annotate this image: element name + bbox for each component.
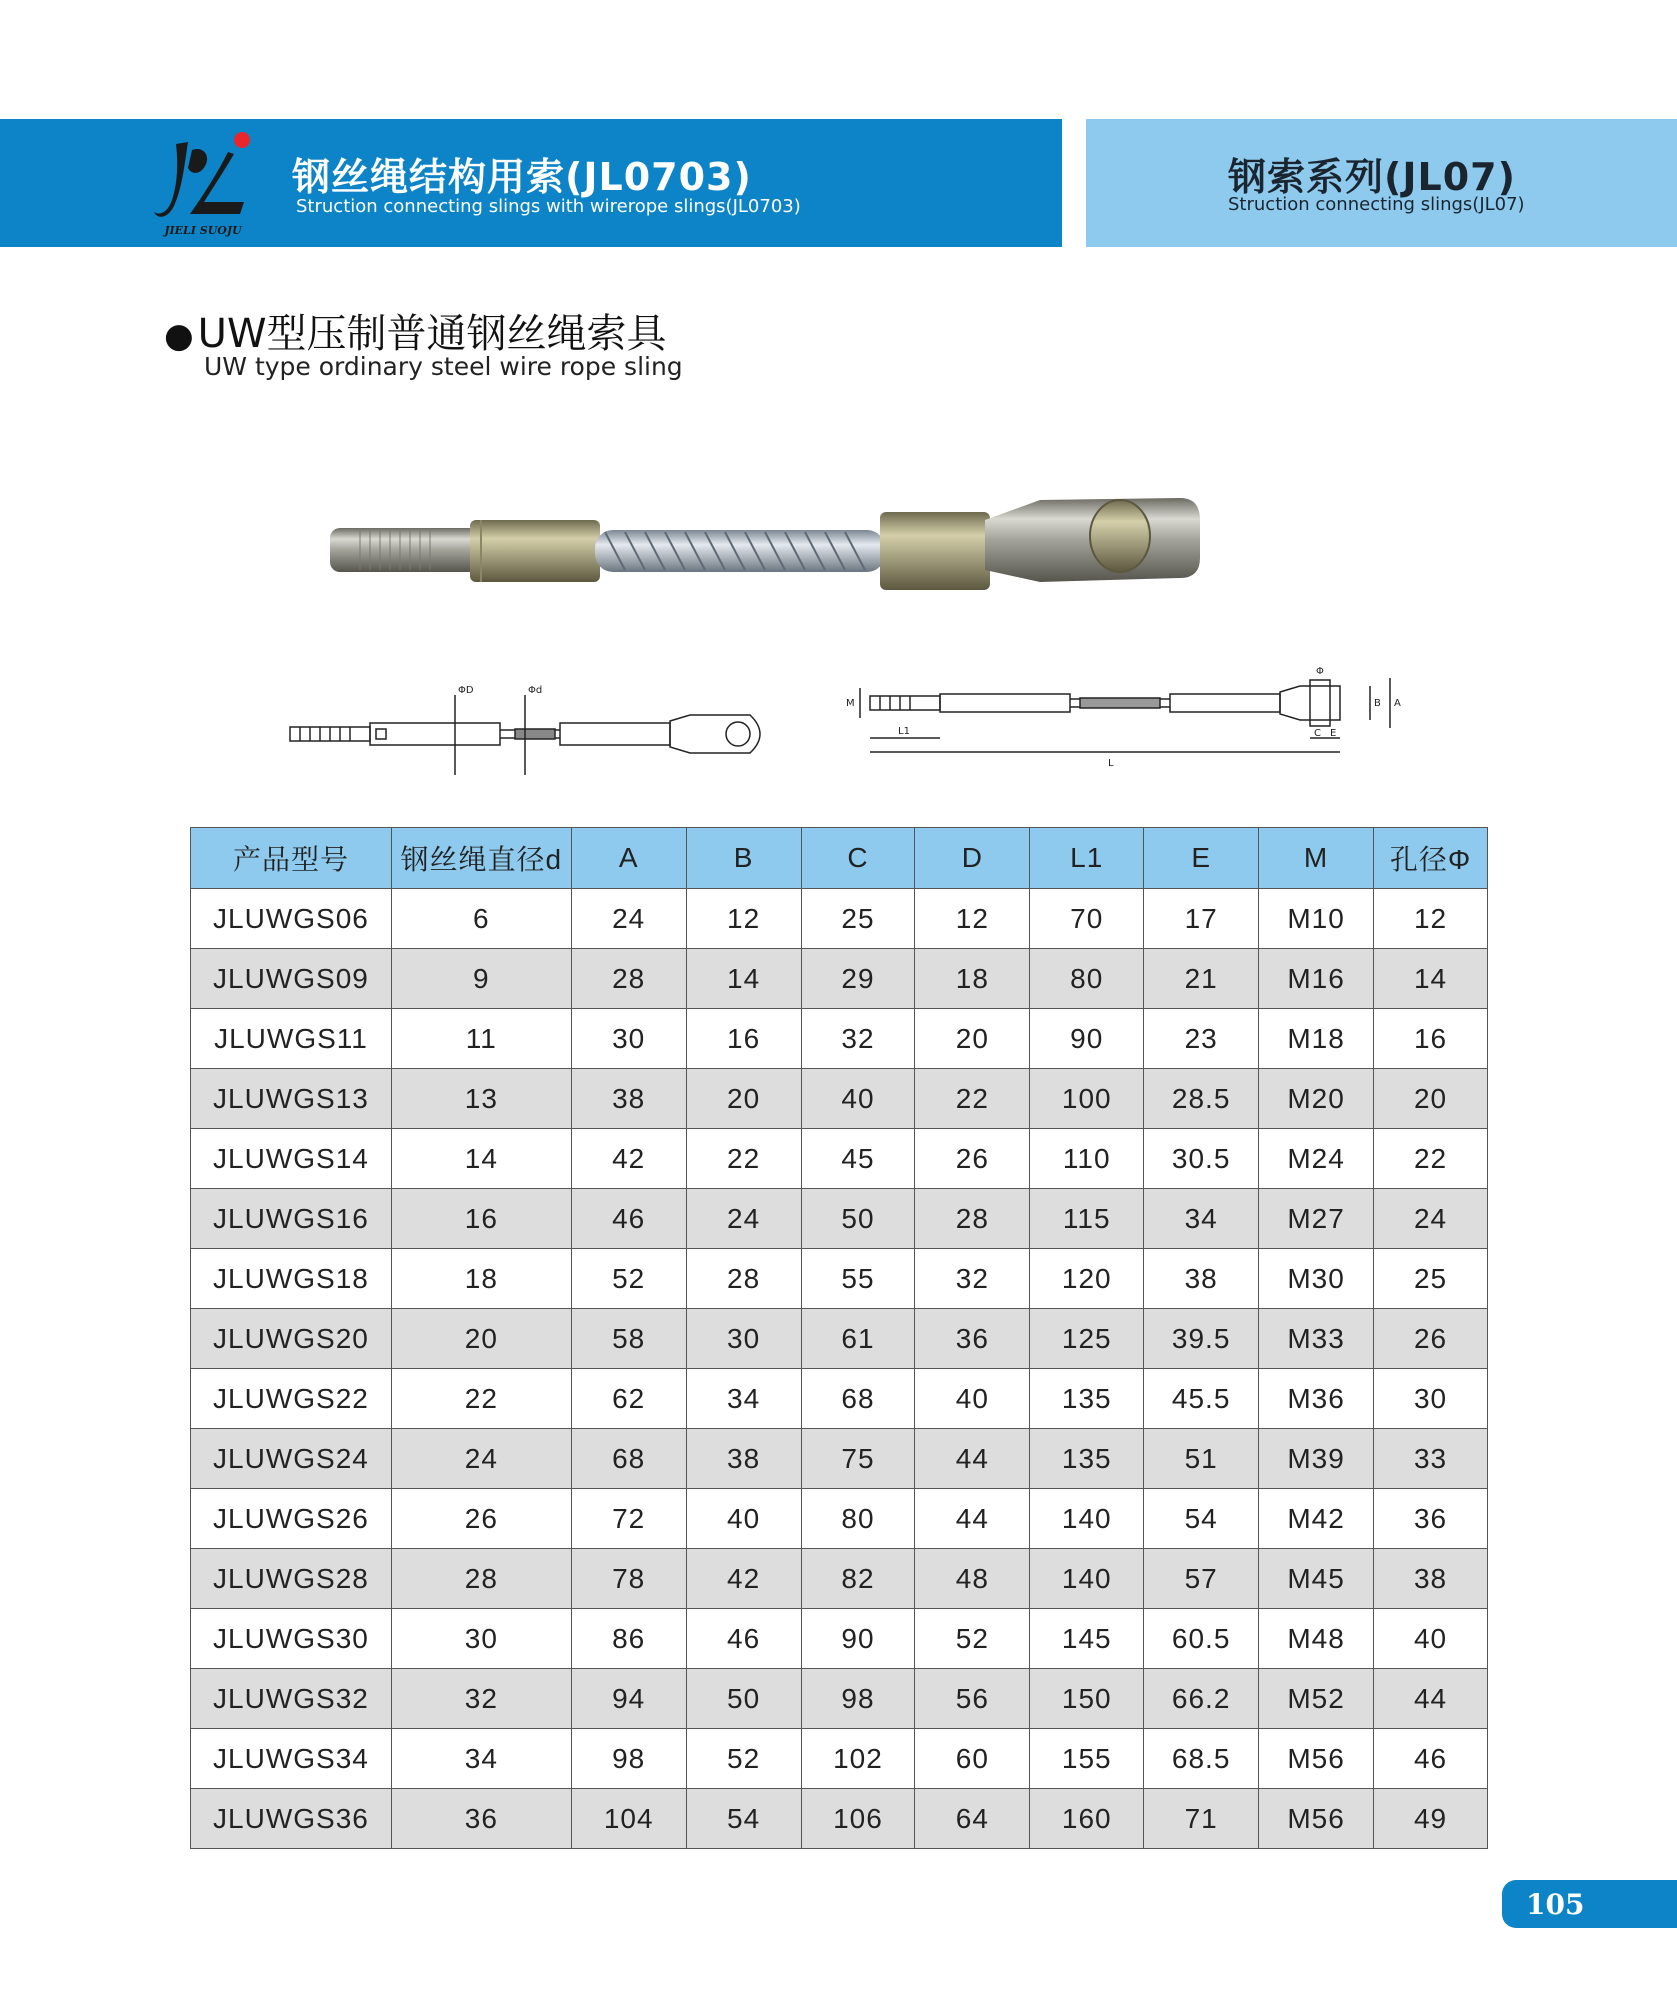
table-cell: 26 bbox=[1374, 1309, 1488, 1369]
column-header: C bbox=[801, 828, 915, 889]
table-cell: 9 bbox=[391, 949, 571, 1009]
table-cell: JLUWGS22 bbox=[191, 1369, 392, 1429]
table-cell: 106 bbox=[801, 1789, 915, 1849]
table-cell: 22 bbox=[391, 1369, 571, 1429]
table-cell: 56 bbox=[915, 1669, 1030, 1729]
table-cell: M18 bbox=[1259, 1009, 1374, 1069]
table-cell: 24 bbox=[686, 1189, 801, 1249]
table-row bbox=[191, 1309, 1488, 1369]
table-cell: 12 bbox=[686, 889, 801, 949]
table-cell: M45 bbox=[1259, 1549, 1374, 1609]
column-header: M bbox=[1259, 828, 1374, 889]
table-cell: JLUWGS32 bbox=[191, 1669, 392, 1729]
table-cell: 38 bbox=[1374, 1549, 1488, 1609]
table-cell: 80 bbox=[801, 1489, 915, 1549]
header-title-right: 钢索系列(JL07) bbox=[1228, 155, 1516, 199]
table-header-row bbox=[191, 828, 1488, 889]
table-cell: 20 bbox=[915, 1009, 1030, 1069]
table-cell: 52 bbox=[571, 1249, 686, 1309]
table-cell: 58 bbox=[571, 1309, 686, 1369]
table-cell: 72 bbox=[571, 1489, 686, 1549]
table-cell: 71 bbox=[1144, 1789, 1259, 1849]
table-cell: 51 bbox=[1144, 1429, 1259, 1489]
table-row bbox=[191, 1369, 1488, 1429]
section-title bbox=[164, 302, 667, 359]
svg-text:A: A bbox=[1394, 698, 1401, 709]
table-cell: 46 bbox=[1374, 1729, 1488, 1789]
table-cell: 16 bbox=[1374, 1009, 1488, 1069]
table-cell: 17 bbox=[1144, 889, 1259, 949]
table-cell: 102 bbox=[801, 1729, 915, 1789]
table-cell: 30 bbox=[686, 1309, 801, 1369]
table-cell: M10 bbox=[1259, 889, 1374, 949]
table-cell: 100 bbox=[1030, 1069, 1144, 1129]
table-cell: 40 bbox=[686, 1489, 801, 1549]
svg-text:B: B bbox=[1374, 698, 1381, 709]
column-header: E bbox=[1144, 828, 1259, 889]
svg-text:M: M bbox=[846, 698, 855, 709]
table-row bbox=[191, 1669, 1488, 1729]
table-cell: 28.5 bbox=[1144, 1069, 1259, 1129]
table-cell: 70 bbox=[1030, 889, 1144, 949]
table-cell: 12 bbox=[915, 889, 1030, 949]
table-cell: 110 bbox=[1030, 1129, 1144, 1189]
table-cell: 150 bbox=[1030, 1669, 1144, 1729]
table-cell: 36 bbox=[1374, 1489, 1488, 1549]
table-cell: 45.5 bbox=[1144, 1369, 1259, 1429]
table-cell: M33 bbox=[1259, 1309, 1374, 1369]
table-cell: 90 bbox=[801, 1609, 915, 1669]
table-cell: 28 bbox=[915, 1189, 1030, 1249]
table-cell: 78 bbox=[571, 1549, 686, 1609]
table-cell: 55 bbox=[801, 1249, 915, 1309]
brand-logo bbox=[148, 128, 258, 240]
table-row bbox=[191, 1549, 1488, 1609]
header-subtitle-left: Struction connecting slings with wirerope slings(JL0703) bbox=[296, 196, 801, 217]
table-cell: 32 bbox=[391, 1669, 571, 1729]
svg-text:L1: L1 bbox=[898, 726, 910, 737]
table-cell: 49 bbox=[1374, 1789, 1488, 1849]
table-cell: 26 bbox=[391, 1489, 571, 1549]
table-cell: 45 bbox=[801, 1129, 915, 1189]
table-cell: 68 bbox=[571, 1429, 686, 1489]
table-cell: JLUWGS20 bbox=[191, 1309, 392, 1369]
table-row bbox=[191, 1069, 1488, 1129]
table-cell: M36 bbox=[1259, 1369, 1374, 1429]
table-cell: 140 bbox=[1030, 1549, 1144, 1609]
column-header: L1 bbox=[1030, 828, 1144, 889]
section-title-text: UW型压制普通钢丝绳索具 bbox=[197, 311, 667, 357]
header-subtitle-right: Struction connecting slings(JL07) bbox=[1228, 194, 1525, 215]
table-cell: 29 bbox=[801, 949, 915, 1009]
table-cell: 18 bbox=[391, 1249, 571, 1309]
table-cell: 13 bbox=[391, 1069, 571, 1129]
table-row bbox=[191, 1609, 1488, 1669]
table-cell: JLUWGS24 bbox=[191, 1429, 392, 1489]
table-cell: 60 bbox=[915, 1729, 1030, 1789]
table-cell: 25 bbox=[801, 889, 915, 949]
table-cell: 68 bbox=[801, 1369, 915, 1429]
table-cell: 135 bbox=[1030, 1429, 1144, 1489]
column-header: 产品型号 bbox=[191, 828, 392, 889]
svg-text:Φ: Φ bbox=[1316, 666, 1324, 677]
table-cell: JLUWGS18 bbox=[191, 1249, 392, 1309]
table-cell: 125 bbox=[1030, 1309, 1144, 1369]
table-cell: 24 bbox=[571, 889, 686, 949]
table-cell: 42 bbox=[686, 1549, 801, 1609]
table-cell: 160 bbox=[1030, 1789, 1144, 1849]
table-cell: 38 bbox=[686, 1429, 801, 1489]
table-cell: 36 bbox=[391, 1789, 571, 1849]
product-photo bbox=[320, 490, 1370, 620]
table-cell: 82 bbox=[801, 1549, 915, 1609]
table-cell: M42 bbox=[1259, 1489, 1374, 1549]
table-cell: 50 bbox=[686, 1669, 801, 1729]
table-cell: 52 bbox=[915, 1609, 1030, 1669]
table-cell: 23 bbox=[1144, 1009, 1259, 1069]
table-cell: 40 bbox=[915, 1369, 1030, 1429]
table-cell: 52 bbox=[686, 1729, 801, 1789]
svg-text:L: L bbox=[1108, 758, 1114, 769]
table-cell: 34 bbox=[686, 1369, 801, 1429]
table-cell: 44 bbox=[1374, 1669, 1488, 1729]
table-cell: JLUWGS09 bbox=[191, 949, 392, 1009]
table-row bbox=[191, 1489, 1488, 1549]
column-header: 孔径Φ bbox=[1374, 828, 1488, 889]
table-cell: 135 bbox=[1030, 1369, 1144, 1429]
table-row bbox=[191, 1429, 1488, 1489]
table-cell: 57 bbox=[1144, 1549, 1259, 1609]
table-cell: JLUWGS14 bbox=[191, 1129, 392, 1189]
spec-table bbox=[190, 827, 1488, 1849]
table-row bbox=[191, 1189, 1488, 1249]
table-cell: JLUWGS26 bbox=[191, 1489, 392, 1549]
table-cell: 26 bbox=[915, 1129, 1030, 1189]
table-cell: 120 bbox=[1030, 1249, 1144, 1309]
table-cell: 115 bbox=[1030, 1189, 1144, 1249]
table-cell: JLUWGS28 bbox=[191, 1549, 392, 1609]
table-cell: 30 bbox=[391, 1609, 571, 1669]
table-cell: 34 bbox=[1144, 1189, 1259, 1249]
table-cell: JLUWGS30 bbox=[191, 1609, 392, 1669]
table-cell: 140 bbox=[1030, 1489, 1144, 1549]
table-row bbox=[191, 949, 1488, 1009]
table-cell: 40 bbox=[801, 1069, 915, 1129]
table-cell: 155 bbox=[1030, 1729, 1144, 1789]
table-cell: 18 bbox=[915, 949, 1030, 1009]
table-cell: JLUWGS16 bbox=[191, 1189, 392, 1249]
table-cell: 11 bbox=[391, 1009, 571, 1069]
table-cell: 21 bbox=[1144, 949, 1259, 1009]
page-number: 105 bbox=[1526, 1888, 1585, 1921]
table-cell: 94 bbox=[571, 1669, 686, 1729]
svg-text:Φd: Φd bbox=[528, 685, 543, 696]
table-cell: 6 bbox=[391, 889, 571, 949]
table-cell: M56 bbox=[1259, 1789, 1374, 1849]
table-cell: 22 bbox=[686, 1129, 801, 1189]
table-cell: 46 bbox=[571, 1189, 686, 1249]
svg-text:JIELI SUOJU: JIELI SUOJU bbox=[164, 224, 242, 237]
table-cell: 16 bbox=[391, 1189, 571, 1249]
table-cell: 28 bbox=[391, 1549, 571, 1609]
table-cell: 20 bbox=[1374, 1069, 1488, 1129]
table-cell: M16 bbox=[1259, 949, 1374, 1009]
table-cell: 44 bbox=[915, 1489, 1030, 1549]
table-cell: 40 bbox=[1374, 1609, 1488, 1669]
table-cell: M20 bbox=[1259, 1069, 1374, 1129]
table-cell: 68.5 bbox=[1144, 1729, 1259, 1789]
table-cell: 42 bbox=[571, 1129, 686, 1189]
table-cell: M27 bbox=[1259, 1189, 1374, 1249]
column-header: D bbox=[915, 828, 1030, 889]
table-cell: 14 bbox=[686, 949, 801, 1009]
table-cell: M48 bbox=[1259, 1609, 1374, 1669]
column-header: A bbox=[571, 828, 686, 889]
table-cell: 62 bbox=[571, 1369, 686, 1429]
section-subtitle: UW type ordinary steel wire rope sling bbox=[204, 352, 683, 381]
technical-drawing-left bbox=[270, 635, 800, 785]
table-cell: 12 bbox=[1374, 889, 1488, 949]
table-cell: 98 bbox=[571, 1729, 686, 1789]
table-cell: 22 bbox=[915, 1069, 1030, 1129]
table-cell: 90 bbox=[1030, 1009, 1144, 1069]
table-cell: 145 bbox=[1030, 1609, 1144, 1669]
table-cell: 28 bbox=[686, 1249, 801, 1309]
table-cell: 48 bbox=[915, 1549, 1030, 1609]
table-cell: 98 bbox=[801, 1669, 915, 1729]
table-cell: 22 bbox=[1374, 1129, 1488, 1189]
table-cell: 20 bbox=[686, 1069, 801, 1129]
table-row bbox=[191, 1009, 1488, 1069]
table-cell: 54 bbox=[686, 1789, 801, 1849]
table-cell: JLUWGS13 bbox=[191, 1069, 392, 1129]
technical-drawing-right bbox=[840, 660, 1440, 780]
table-cell: 60.5 bbox=[1144, 1609, 1259, 1669]
header-title-left: 钢丝绳结构用索(JL0703) bbox=[292, 155, 752, 199]
svg-text:ΦD: ΦD bbox=[458, 685, 474, 696]
table-cell: 32 bbox=[801, 1009, 915, 1069]
table-cell: 75 bbox=[801, 1429, 915, 1489]
bullet-icon: ● bbox=[164, 316, 194, 356]
table-cell: M30 bbox=[1259, 1249, 1374, 1309]
table-cell: 20 bbox=[391, 1309, 571, 1369]
table-row bbox=[191, 1129, 1488, 1189]
table-cell: 86 bbox=[571, 1609, 686, 1669]
column-header: 钢丝绳直径d bbox=[391, 828, 571, 889]
table-cell: 25 bbox=[1374, 1249, 1488, 1309]
table-row bbox=[191, 889, 1488, 949]
table-cell: 28 bbox=[571, 949, 686, 1009]
table-cell: 36 bbox=[915, 1309, 1030, 1369]
table-cell: JLUWGS34 bbox=[191, 1729, 392, 1789]
table-cell: JLUWGS11 bbox=[191, 1009, 392, 1069]
table-cell: JLUWGS06 bbox=[191, 889, 392, 949]
table-cell: 32 bbox=[915, 1249, 1030, 1309]
table-row bbox=[191, 1249, 1488, 1309]
svg-text:E: E bbox=[1330, 728, 1337, 739]
table-cell: 104 bbox=[571, 1789, 686, 1849]
table-cell: 16 bbox=[686, 1009, 801, 1069]
table-cell: 46 bbox=[686, 1609, 801, 1669]
table-cell: 24 bbox=[391, 1429, 571, 1489]
table-cell: 33 bbox=[1374, 1429, 1488, 1489]
table-cell: 14 bbox=[391, 1129, 571, 1189]
table-cell: 50 bbox=[801, 1189, 915, 1249]
table-cell: 38 bbox=[1144, 1249, 1259, 1309]
table-cell: 61 bbox=[801, 1309, 915, 1369]
table-row bbox=[191, 1789, 1488, 1849]
table-cell: 39.5 bbox=[1144, 1309, 1259, 1369]
table-cell: 30.5 bbox=[1144, 1129, 1259, 1189]
column-header: B bbox=[686, 828, 801, 889]
table-cell: 66.2 bbox=[1144, 1669, 1259, 1729]
table-cell: 24 bbox=[1374, 1189, 1488, 1249]
table-cell: 14 bbox=[1374, 949, 1488, 1009]
table-cell: 30 bbox=[1374, 1369, 1488, 1429]
table-cell: 30 bbox=[571, 1009, 686, 1069]
table-row bbox=[191, 1729, 1488, 1789]
svg-text:C: C bbox=[1314, 728, 1321, 739]
table-cell: 44 bbox=[915, 1429, 1030, 1489]
table-cell: M39 bbox=[1259, 1429, 1374, 1489]
table-cell: 54 bbox=[1144, 1489, 1259, 1549]
table-cell: 34 bbox=[391, 1729, 571, 1789]
table-cell: JLUWGS36 bbox=[191, 1789, 392, 1849]
table-cell: 38 bbox=[571, 1069, 686, 1129]
table-cell: M56 bbox=[1259, 1729, 1374, 1789]
table-cell: M52 bbox=[1259, 1669, 1374, 1729]
table-cell: 80 bbox=[1030, 949, 1144, 1009]
table-cell: M24 bbox=[1259, 1129, 1374, 1189]
table-cell: 64 bbox=[915, 1789, 1030, 1849]
